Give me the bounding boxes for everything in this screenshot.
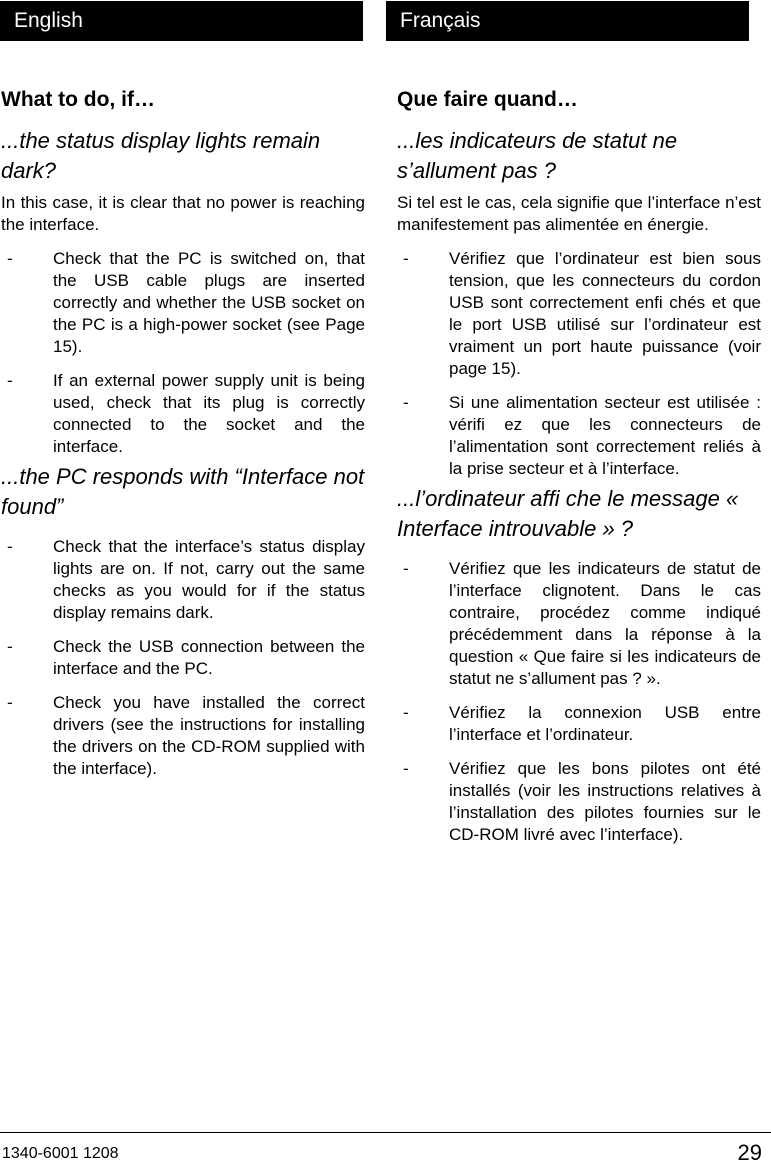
list-item: - Vérifiez que l’ordinateur est bien sous tension, que les connecteurs du cordon USB sont correctement enfi chés et que le port USB utilisé sur l’ordinateur est vraiment un port haute puissance (voir page 15). [397,248,761,380]
list-item: - If an external power supply unit is being used, check that its plug is correctly connected to the socket and the interface. [1,370,365,458]
checklist [1,536,365,780]
footer-divider [0,1132,771,1133]
question-heading: ...l’ordinateur affi che le message « Interface introuvable » ? [397,486,739,541]
intro-paragraph: In this case, it is clear that no power is reaching the interface. [1,193,365,234]
list-item: - Vérifiez que les bons pilotes ont été installés (voir les instructions relatives à l’installation des pilotes fournies sur le CD-ROM livré avec l’interface). [397,758,761,846]
tab-french: Français [386,1,749,41]
list-item: - Check you have installed the correct drivers (see the instructions for installing the drivers on the CD-ROM supplied with the interface). [1,692,365,780]
list-item: - Check that the interface’s status display lights are on. If not, carry out the same checks as you would for if the status display remains dark. [1,536,365,624]
question-heading: ...the status display lights remain dark? [1,128,321,183]
tab-english: English [0,1,363,41]
document-code: 1340-6001 1208 [2,1145,119,1162]
list-item: - Si une alimentation secteur est utilisée : vérifi ez que les connecteurs de l’alimentation sont correctement reliés à la prise secteur et à l’interface. [397,392,761,480]
checklist [397,558,761,846]
list-item: - Vérifiez que les indicateurs de statut de l’interface clignotent. Dans le cas contraire, procédez comme indiqué précédemment dans la réponse à la question « Que faire si les indicateurs de statut ne s’allument pas ? ». [397,558,761,690]
checklist [1,248,365,458]
list-item: - Check the USB connection between the interface and the PC. [1,636,365,680]
intro-paragraph: Si tel est le cas, cela signifie que l’interface n’est manifestement pas alimentée en énergie. [397,193,761,234]
section-title: Que faire quand… [397,88,578,111]
list-item: - Vérifiez la connexion USB entre l’interface et l’ordinateur. [397,702,761,746]
question-heading: ...les indicateurs de statut ne s’allument pas ? [397,128,678,183]
page-number: 29 [737,1140,762,1165]
french-column [397,86,761,858]
section-title: What to do, if… [1,88,155,111]
english-column [1,86,365,792]
question-heading: ...the PC responds with “Interface not found” [1,464,365,519]
checklist [397,248,761,480]
list-item: - Check that the PC is switched on, that the USB cable plugs are inserted correctly and whether the USB socket on the PC is a high-power socket (see Page 15). [1,248,365,358]
